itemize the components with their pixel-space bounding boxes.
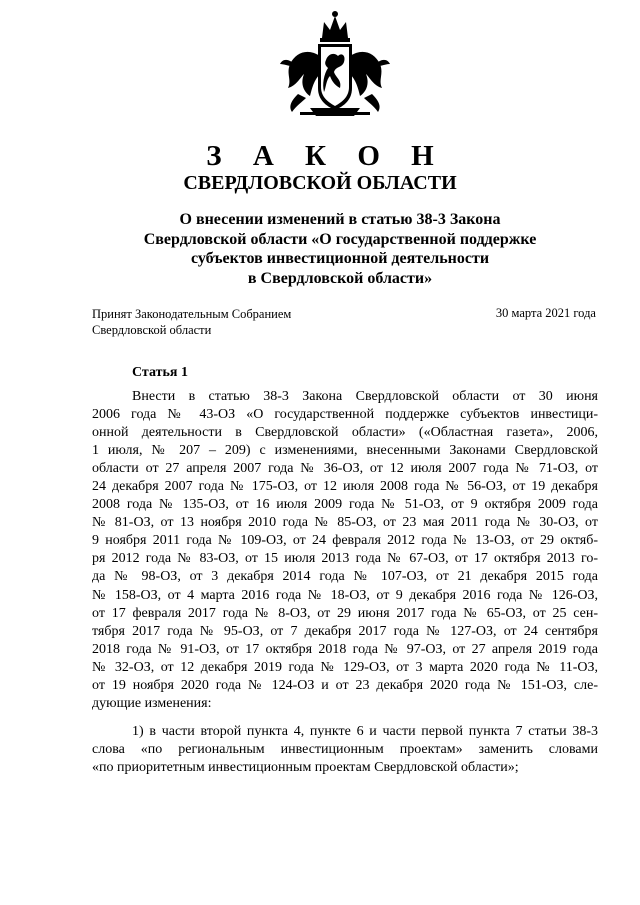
body-line: № 81-ОЗ, от 13 ноября 2010 года № 85-ОЗ, от 23 мая 2011 года № 30-ОЗ, от	[92, 515, 598, 531]
body-line: тября 2017 года № 95-ОЗ, от 7 декабря 2017 года № 127-ОЗ, от 24 сентября	[92, 623, 598, 639]
document-type-title: З А К О Н	[206, 140, 446, 172]
body-line: № 32-ОЗ, от 12 декабря 2019 года № 129-ОЗ, от 3 марта 2020 года № 11-ОЗ,	[92, 659, 598, 675]
coat-of-arms-icon	[270, 8, 400, 120]
body-line: ря 2012 года № 83-ОЗ, от 15 июля 2013 года № 67-ОЗ, от 17 октября 2013 го-	[92, 551, 598, 567]
body-line: от 19 ноября 2020 года № 124-ОЗ и от 23 декабря 2020 года № 151-ОЗ, сле-	[92, 677, 598, 693]
body-line: 1) в части второй пункта 4, пункте 6 и части первой пункта 7 статьи 38-3	[132, 723, 598, 739]
subject-line: в Свердловской области»	[247, 269, 433, 287]
article-heading: Статья 1	[132, 365, 188, 380]
body-line: № 158-ОЗ, от 4 марта 2016 года № 18-ОЗ, от 9 декабря 2016 года № 126-ОЗ,	[92, 587, 598, 603]
adoption-date: 30 марта 2021 года	[495, 306, 596, 320]
body-line: 9 ноября 2011 года № 109-ОЗ, от 24 февраля 2012 года № 13-ОЗ, от 29 октяб-	[92, 533, 598, 549]
body-line: 2008 года № 135-ОЗ, от 16 июля 2009 года № 51-ОЗ, от 9 октября 2009 года	[92, 497, 598, 513]
region-title: СВЕРДЛОВСКОЙ ОБЛАСТИ	[183, 172, 457, 194]
body-line: 2006 года № 43-ОЗ «О государственной поддержке субъектов инвестици-	[92, 407, 598, 423]
body-line: дующие изменения:	[92, 695, 212, 711]
body-line: 1 июля, № 207 – 209) с изменениями, внесенными Законами Свердловской	[92, 443, 598, 459]
subject-line: О внесении изменений в статью 38-3 Закона	[179, 211, 501, 228]
subject-line: субъектов инвестиционной деятельности	[190, 250, 490, 267]
body-line: 2018 года № 91-ОЗ, от 17 октября 2018 года № 97-ОЗ, от 27 апреля 2019 года	[92, 641, 598, 657]
body-line: «по приоритетным инвестиционным проектам Свердловской области»;	[92, 759, 519, 775]
body-line: области от 27 апреля 2007 года № 36-ОЗ, от 12 июля 2007 года № 71-ОЗ, от	[92, 461, 598, 477]
body-line: да № 98-ОЗ, от 3 декабря 2014 года № 107-ОЗ, от 21 декабря 2015 года	[92, 569, 598, 585]
adoption-line: Принят Законодательным Собранием	[92, 307, 292, 321]
body-line: онной деятельности в Свердловской области» («Областная газета», 2006,	[92, 425, 598, 441]
law-subject-heading	[90, 210, 590, 288]
body-line: 24 декабря 2007 года № 175-ОЗ, от 12 июля 2008 года № 56-ОЗ, от 19 декабря	[92, 479, 598, 495]
article-body	[92, 388, 598, 777]
body-line: Внести в статью 38-3 Закона Свердловской области от 30 июня	[132, 389, 598, 404]
body-line: слова «по региональным инвестиционным проектам» заменить словами	[92, 741, 598, 757]
body-line: от 17 февраля 2017 года № 8-ОЗ, от 29 июня 2017 года № 65-ОЗ, от 25 сен-	[92, 605, 598, 621]
adoption-line: Свердловской области	[92, 323, 212, 337]
subject-line: Свердловской области «О государственной поддержке	[143, 230, 537, 248]
adoption-note	[92, 306, 291, 338]
